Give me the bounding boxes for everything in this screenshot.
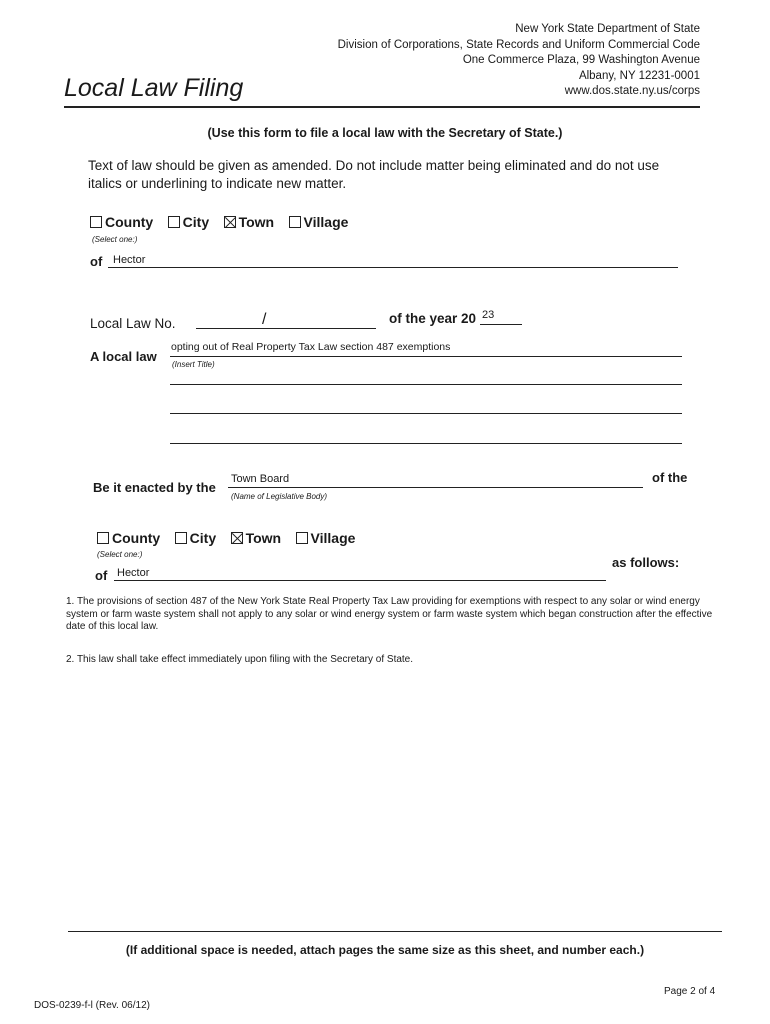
law-text-paragraph-1: 1. The provisions of section 487 of the New York State Real Property Tax Law providing for exemptions with respect to any solar or wind energy system or farm waste system shall not apply to any solar or wind energy system or farm waste system which began construction after the effective date of this local law. [66,596,713,632]
municipality-name-field-1[interactable]: Hector [113,254,146,266]
of-label-1: of [90,254,103,269]
law-title-underline-3 [170,413,682,414]
local-law-no-field[interactable]: / [262,311,267,328]
of-the-label: of the [652,470,688,485]
checkbox-county-1[interactable]: County [90,214,153,230]
header-divider [64,106,700,108]
municipality-type-selector-2 [97,530,365,549]
checkbox-checked-icon [224,216,236,228]
law-title-underline [170,356,682,357]
agency-address [338,22,700,100]
municipality-type-selector-1 [90,214,358,233]
select-one-hint-1: (Select one:) [92,235,138,244]
checkbox-county-2[interactable]: County [97,530,160,546]
checkbox-box-icon [175,532,187,544]
municipality-underline-1 [108,267,678,268]
as-follows-label: as follows: [612,555,680,570]
a-local-law-label: A local law [90,349,157,364]
local-law-no-underline [196,328,376,329]
checkbox-box-icon [90,216,102,228]
use-form-instruction: (Use this form to file a local law with the Secretary of State.) [207,126,563,140]
year-underline [480,324,522,325]
law-title-underline-2 [170,384,682,385]
checkbox-town-2[interactable]: Town [231,530,282,546]
checkbox-box-icon [289,216,301,228]
law-text-paragraph-2: 2. This law shall take effect immediately upon filing with the Secretary of State. [66,654,414,665]
page-title: Local Law Filing [64,74,244,102]
page-number: Page 2 of 4 [664,986,716,997]
checkbox-city-1[interactable]: City [168,214,209,230]
checkbox-city-2[interactable]: City [175,530,216,546]
legislative-body-underline [228,487,643,488]
agency-line: New York State Department of State [515,23,700,35]
checkbox-box-icon [97,532,109,544]
year-field[interactable]: 23 [482,309,495,321]
local-law-no-label: Local Law No. [90,316,176,331]
of-label-2: of [95,568,108,583]
enacted-by-label: Be it enacted by the [93,480,216,495]
checkbox-box-icon [296,532,308,544]
agency-line: Division of Corporations, State Records and Uniform Commercial Code [337,38,700,51]
form-number: DOS-0239-f-l (Rev. 06/12) [34,1000,150,1011]
checkbox-town-1[interactable]: Town [224,214,275,230]
insert-title-hint: (Insert Title) [172,360,215,369]
select-one-hint-2: (Select one:) [97,550,143,559]
agency-website: www.dos.state.ny.us/corps [564,85,700,97]
legislative-body-hint: (Name of Legislative Body) [231,492,328,501]
agency-line: One Commerce Plaza, 99 Washington Avenue [462,54,700,66]
footer-divider [68,931,722,932]
text-note: Text of law should be given as amended. Do not include matter being eliminated and do not use italics or underlining to indicate new matter. [88,158,660,191]
agency-line: Albany, NY 12231-0001 [578,69,700,82]
checkbox-village-2[interactable]: Village [296,530,356,546]
checkbox-box-icon [168,216,180,228]
checkbox-checked-icon [231,532,243,544]
checkbox-village-1[interactable]: Village [289,214,349,230]
municipality-underline-2 [114,580,606,581]
additional-space-note: (If additional space is needed, attach pages the same size as this sheet, and number each.) [125,943,645,957]
law-title-field[interactable]: opting out of Real Property Tax Law section 487 exemptions [171,341,451,353]
year-label: of the year 20 [389,311,477,326]
law-title-underline-4 [170,443,682,444]
municipality-name-field-2[interactable]: Hector [117,567,150,579]
legislative-body-field[interactable]: Town Board [231,473,290,485]
